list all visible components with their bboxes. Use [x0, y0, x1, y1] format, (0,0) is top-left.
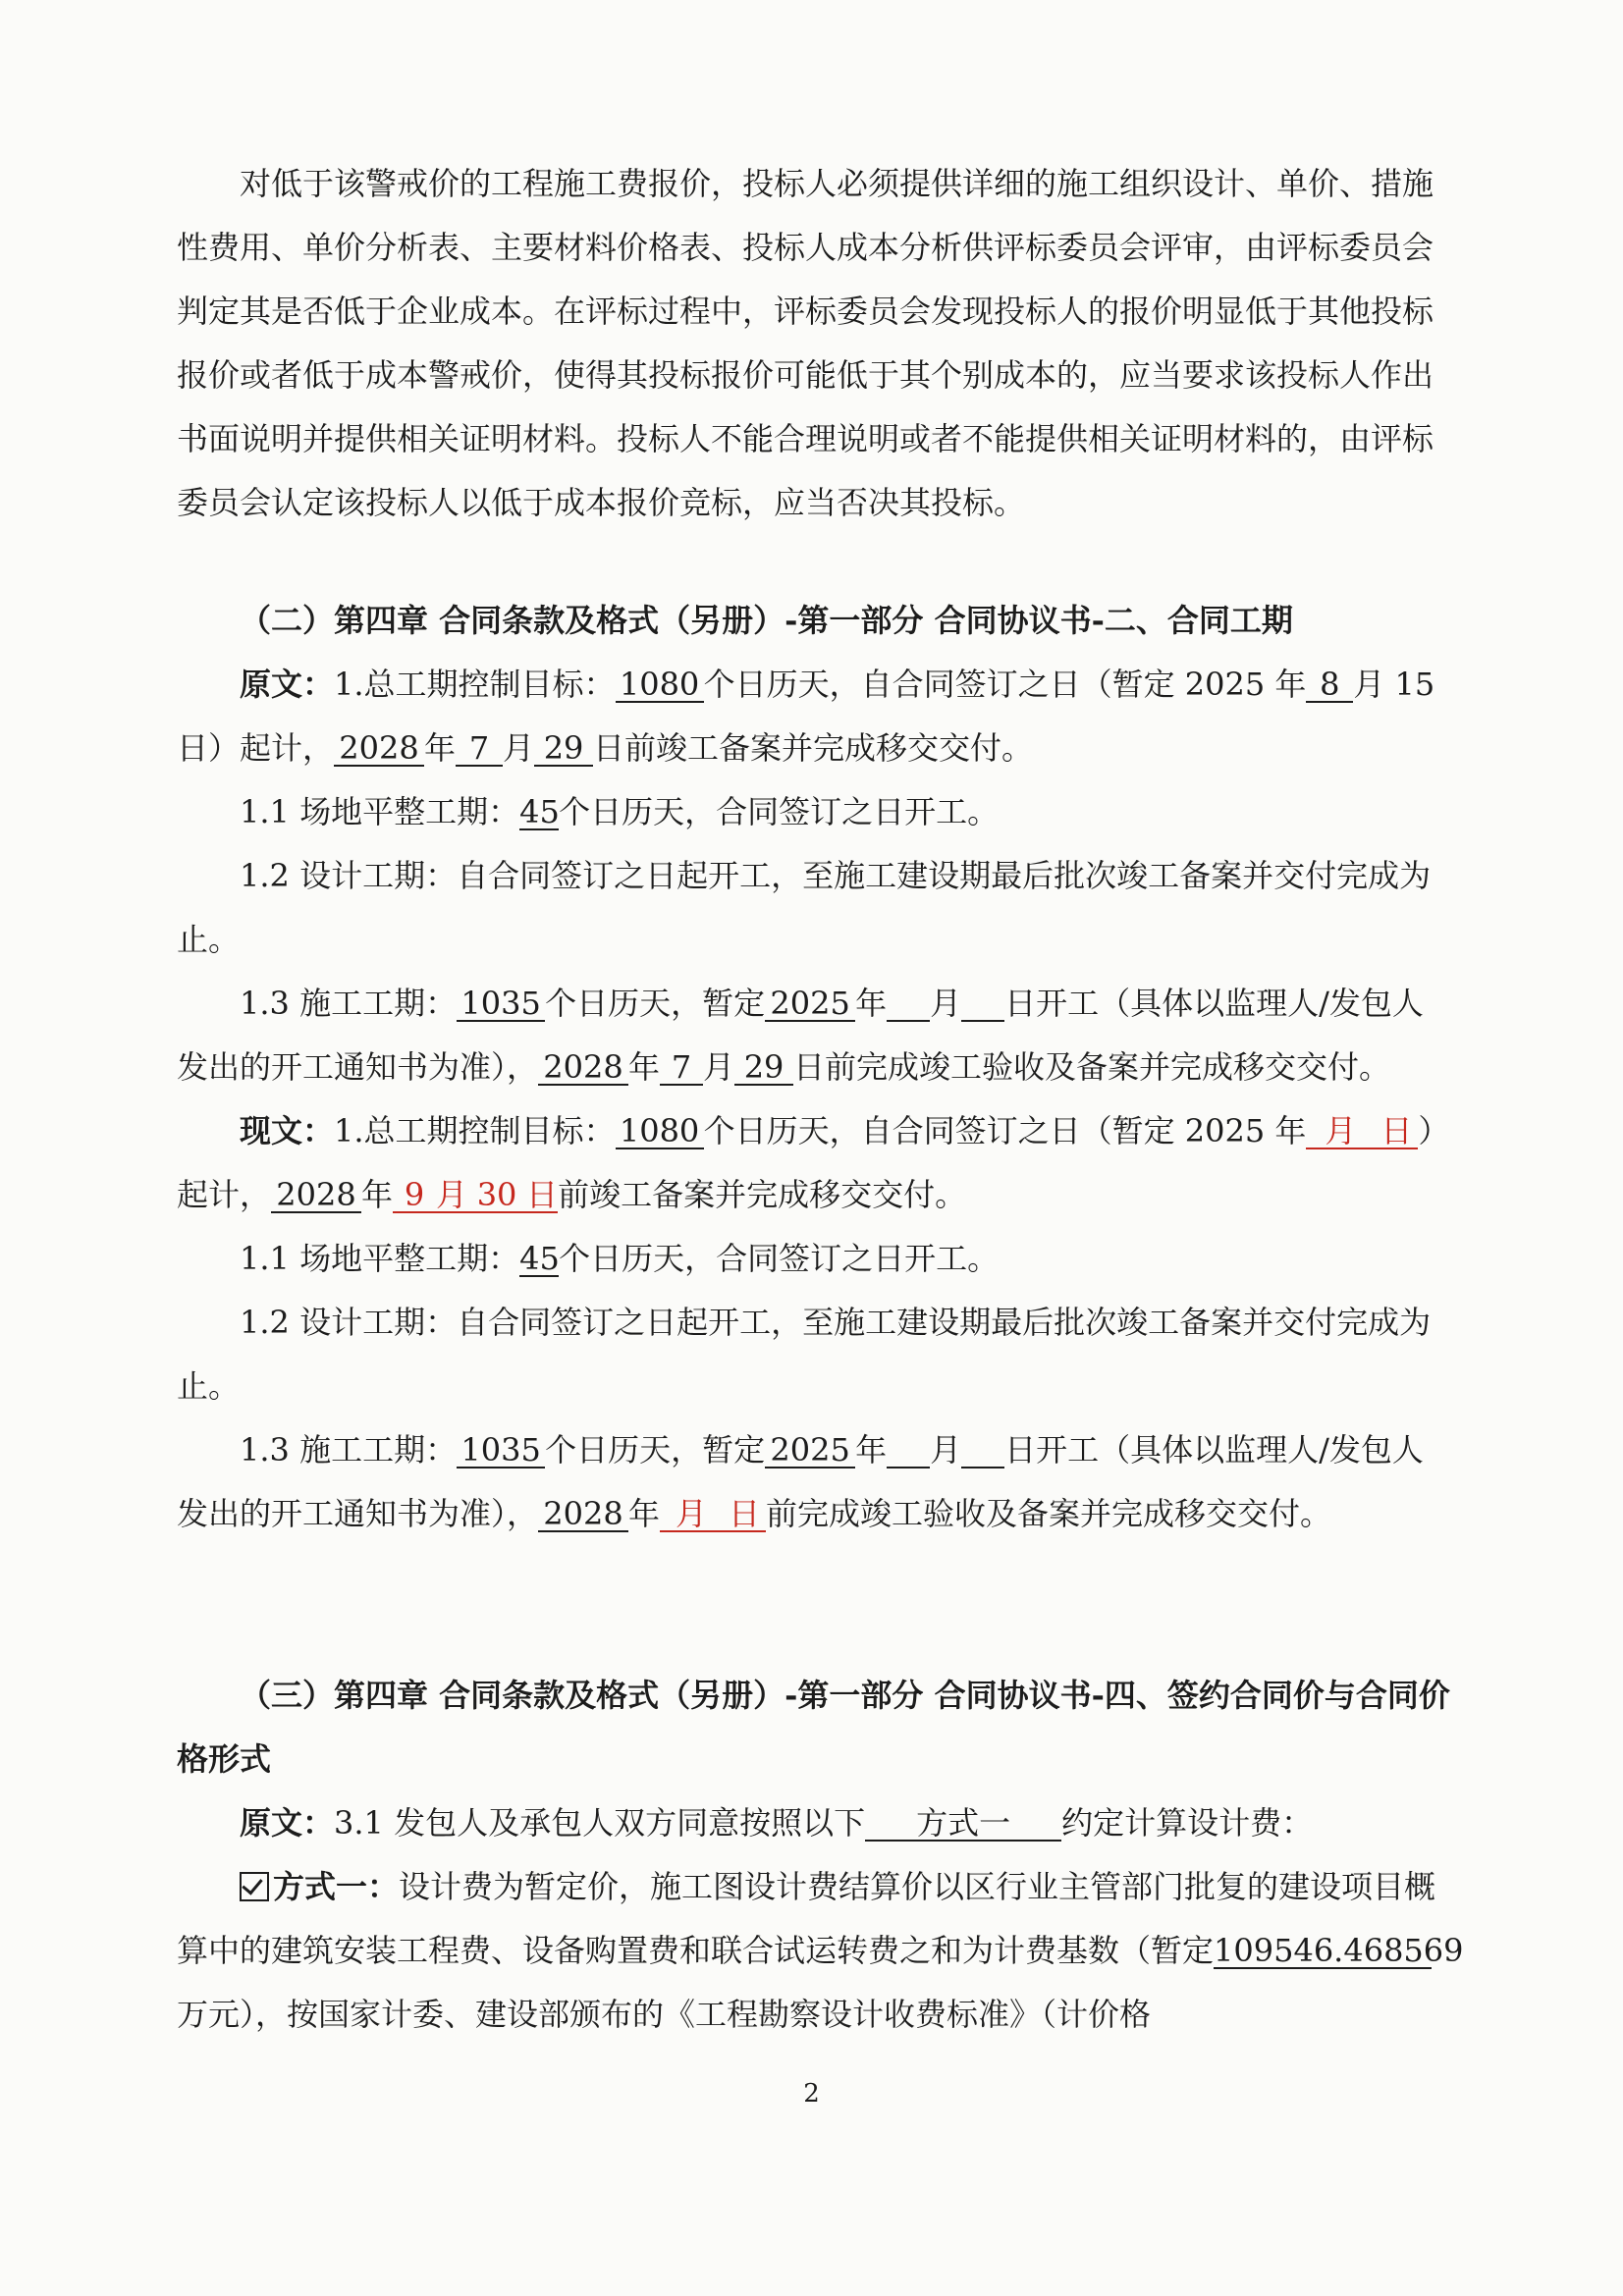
checked-box-icon — [240, 1872, 269, 1901]
page-number: 2 — [803, 2079, 820, 2109]
original-end-month: 7 — [456, 731, 503, 767]
original-start-month: 8 — [1306, 667, 1353, 703]
section2-heading: （二）第四章 合同条款及格式（另册）-第一部分 合同协议书-二、合同工期 — [240, 602, 1293, 639]
section2-original-line4: 1.3 施工工期： 1035 个日历天，暂定 2025 年 月 日开工（具体以监理人/发包人发出的开工通知书为准）， 2028 年 7 月 29 日前完成竣工验收及备案并完成移交交付。 — [177, 985, 1424, 1086]
current-construction-year: 2025 — [765, 1433, 855, 1468]
section2-current-line3: 1.2 设计工期：自合同签订之日起开工，至施工建设期最后批次竣工备案并交付完成为止。 — [177, 1304, 1432, 1405]
current-start-day: 日 — [1375, 1114, 1418, 1149]
original-construction-end-year: 2028 — [538, 1050, 628, 1086]
section2-current-line2: 1.1 场地平整工期：45个日历天，合同签订之日开工。 — [240, 1240, 1000, 1277]
current-total-days: 1080 — [616, 1114, 704, 1149]
section2-original-line2: 1.1 场地平整工期：45个日历天，合同签订之日开工。 — [240, 793, 1000, 830]
current-end-year: 2028 — [271, 1178, 361, 1213]
current-blank-month — [887, 1433, 930, 1468]
current-label: 现文： — [240, 1112, 335, 1149]
original-label: 原文： — [240, 666, 335, 703]
original-construction-year: 2025 — [765, 987, 855, 1022]
original-construction-end-month: 7 — [660, 1050, 703, 1086]
original-end-day: 29 — [534, 731, 593, 767]
original-end-year: 2028 — [334, 731, 424, 767]
current-end-day: 30 — [467, 1178, 526, 1213]
current-construction-end-day: 日 — [723, 1497, 766, 1532]
original-construction-days: 1035 — [457, 987, 545, 1022]
section3-block — [177, 1664, 1464, 2047]
section2-current-line4: 1.3 施工工期： 1035 个日历天，暂定 2025 年 月 日开工（具体以监理人/发包人发出的开工通知书为准）， 2028 年 月 日 前完成竣工验收及备案并完成移交交付。 — [177, 1431, 1424, 1532]
section2-original-line3: 1.2 设计工期：自合同签订之日起开工，至施工建设期最后批次竣工备案并交付完成为止。 — [177, 857, 1432, 958]
section3-original: 原文：3.1 发包人及承包人双方同意按照以下 方式一 约定计算设计费： — [240, 1804, 1314, 1842]
section2-block — [177, 589, 1453, 1546]
current-blank-day — [961, 1433, 1004, 1468]
intro-block — [177, 152, 1453, 535]
original-total-days: 1080 — [616, 667, 704, 703]
section3-heading: （三）第四章 合同条款及格式（另册）-第一部分 合同协议书-四、签约合同价与合同价格形式 — [177, 1677, 1450, 1778]
original-site-days: 45 — [519, 793, 560, 830]
current-start-month: 月 — [1306, 1114, 1375, 1149]
method-value: 方式一 — [865, 1806, 1061, 1842]
original-blank-month — [887, 987, 930, 1022]
section3-option1: 方式一：设计费为暂定价，施工图设计费结算价以区行业主管部门批复的建设项目概算中的建筑安装工程费、设备购置费和联合试运转费之和为计费基数（暂定109546.468569万元），按国家计委、建设部颁布的《工程勘察设计收费标准》（计价格 — [177, 1868, 1464, 2033]
current-end-month: 9 — [393, 1178, 436, 1213]
current-construction-end-month: 月 — [660, 1497, 723, 1532]
original-blank-day — [961, 987, 1004, 1022]
base-amount: 109546.468569 — [1214, 1932, 1464, 1969]
section2-original-line1: 原文：1.总工期控制目标： 1080 个日历天，自合同签订之日（暂定 2025 年 8 月 15 日）起计， 2028 年 7 月 29 日前竣工备案并完成移交交付。 — [177, 666, 1435, 767]
current-construction-days: 1035 — [457, 1433, 545, 1468]
intro-paragraph: 对低于该警戒价的工程施工费报价，投标人必须提供详细的施工组织设计、单价、措施性费用、单价分析表、主要材料价格表、投标人成本分析供评标委员会评审，由评标委员会判定其是否低于企业成本。在评标过程中，评标委员会发现投标人的报价明显低于其他投标报价或者低于成本警戒价，使得其投标报价可能低于其个别成本的，应当要求该投标人作出书面说明并提供相关证明材料。投标人不能合理说明或者不能提供相关证明材料的，由评标委员会认定该投标人以低于成本报价竞标，应当否决其投标。 — [177, 165, 1434, 521]
current-construction-end-year: 2028 — [538, 1497, 628, 1532]
original-construction-end-day: 29 — [734, 1050, 793, 1086]
current-site-days: 45 — [519, 1240, 560, 1277]
section2-current-line1: 现文：1.总工期控制目标： 1080 个日历天，自合同签订之日（暂定 2025 年 月 日 ）起计， 2028 年 9 月 30 日前竣工备案并完成移交交付。 — [177, 1112, 1450, 1213]
